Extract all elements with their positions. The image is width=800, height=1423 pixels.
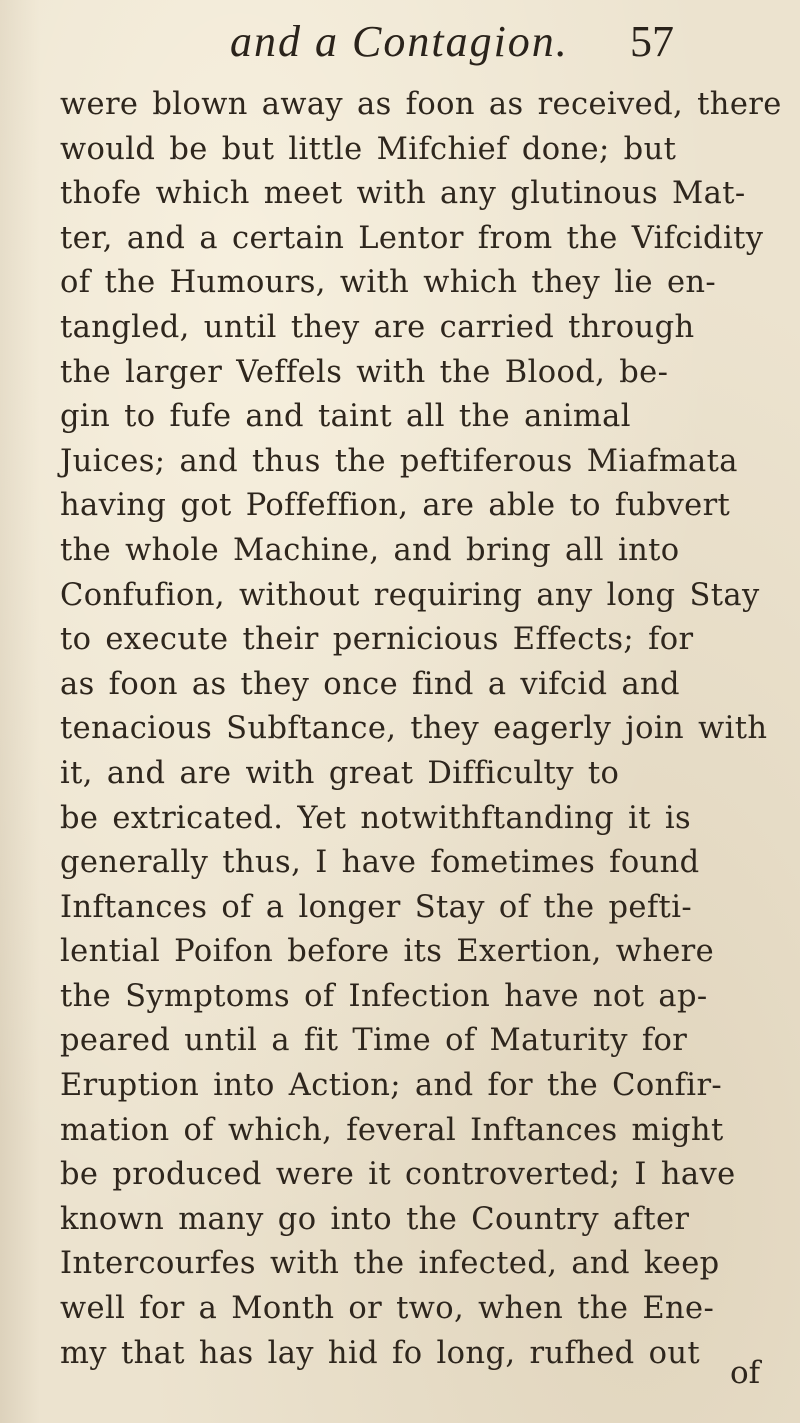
running-head: [60, 14, 780, 74]
text-line: as foon as they once find a vifcid and: [60, 665, 680, 702]
text-line: to execute their pernicious Effects; for: [60, 621, 694, 658]
text-line: Confufion, without requiring any long Stay: [60, 576, 760, 613]
text-line: be produced were it controverted; I have: [60, 1156, 736, 1193]
text-line: having got Poffeffion, are able to fubvert: [60, 487, 731, 524]
text-line: the larger Veffels with the Blood, be-: [60, 353, 669, 390]
text-line: peared until a fit Time of Maturity for: [60, 1022, 688, 1059]
catchword: of: [730, 1355, 761, 1391]
text-line: well for a Month or two, when the Ene-: [60, 1290, 715, 1327]
text-line: Juices; and thus the peftiferous Miafmata: [60, 442, 738, 479]
text-line: would be but little Mifchief done; but: [60, 130, 677, 167]
text-line: Inftances of a longer Stay of the pefti-: [60, 888, 693, 925]
text-line: the Symptoms of Infection have not ap-: [60, 977, 708, 1014]
text-line: ter, and a certain Lentor from the Vifcidity: [60, 219, 764, 256]
body-text: [60, 82, 800, 1375]
text-line: my that has lay hid fo long, rufhed out: [60, 1334, 701, 1371]
text-line: were blown away as foon as received, there: [60, 86, 782, 122]
text-line: gin to fufe and taint all the animal: [60, 398, 631, 435]
text-line: tenacious Subftance, they eagerly join with: [60, 710, 768, 747]
text-line: known many go into the Country after: [60, 1200, 690, 1237]
text-line: thofe which meet with any glutinous Mat-: [60, 175, 746, 212]
text-line: Intercourfes with the infected, and keep: [60, 1245, 720, 1282]
text-line: lential Poifon before its Exertion, where: [60, 933, 715, 970]
text-line: tangled, until they are carried through: [60, 308, 695, 345]
text-line: Eruption into Action; and for the Confir-: [60, 1067, 723, 1104]
text-line: be extricated. Yet notwithftanding it is: [60, 799, 692, 836]
text-line: of the Humours, with which they lie en-: [60, 264, 717, 301]
page-number: 57: [630, 17, 674, 66]
text-line: mation of which, feveral Inftances might: [60, 1111, 724, 1148]
text-line: the whole Machine, and bring all into: [60, 531, 680, 568]
text-line: it, and are with great Difficulty to: [60, 754, 620, 791]
running-head-title: and a Contagion.: [230, 17, 569, 66]
text-line: generally thus, I have fometimes found: [60, 844, 700, 881]
